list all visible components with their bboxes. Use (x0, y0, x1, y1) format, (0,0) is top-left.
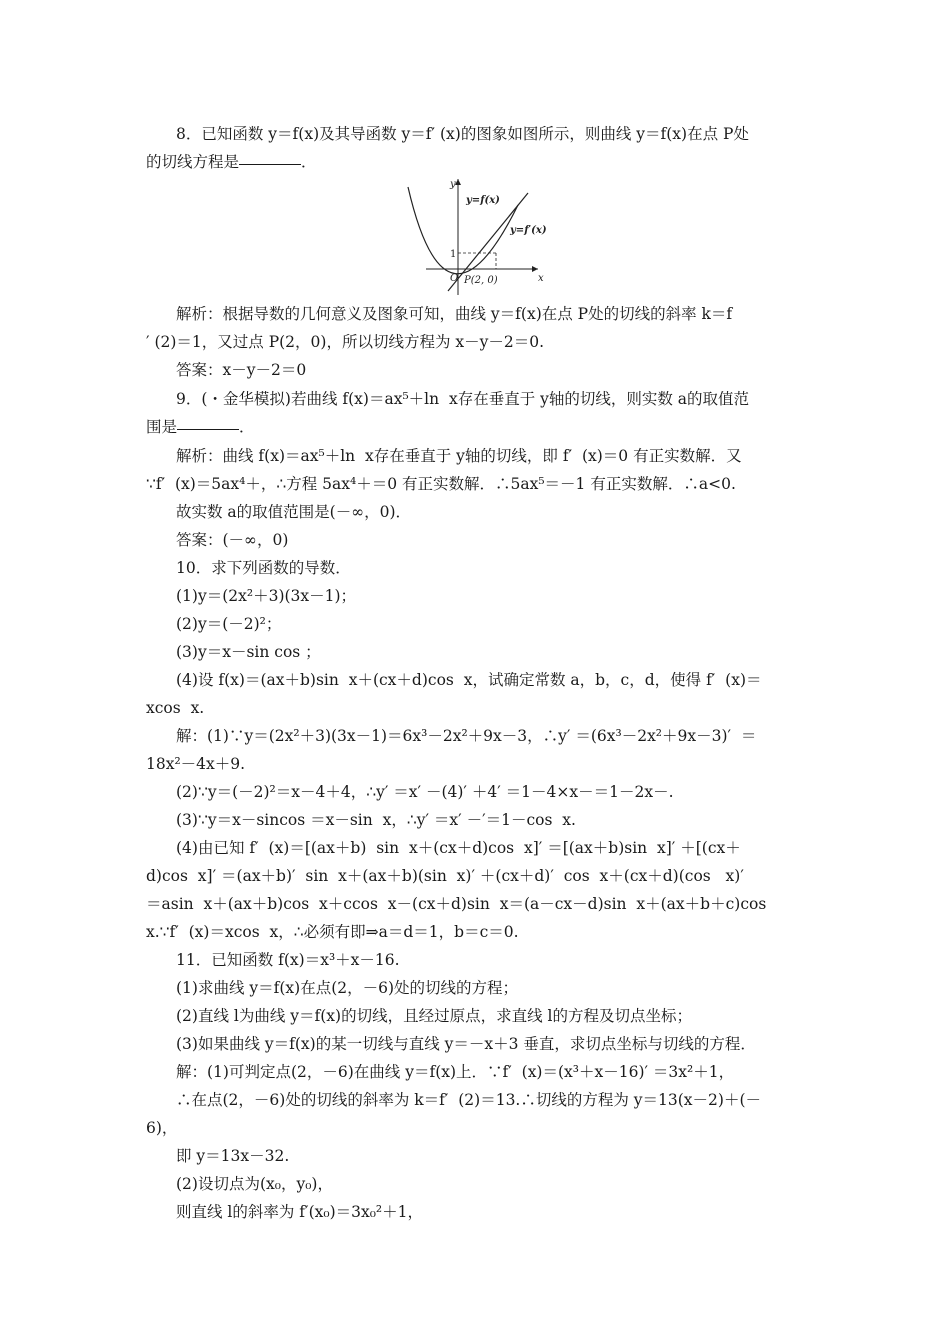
problem-8-line-2 (146, 152, 317, 172)
problem-9-line-2-end: ． (239, 418, 255, 436)
function-graph (398, 173, 548, 301)
problem-10-solution-4c: ＝asin x＋(ax＋b)cos x＋ccos x－(cx＋d)sin x＝(a－cx－d)sin x＋(ax＋b＋c)cos (146, 895, 767, 913)
problem-11-solution-1d: 即 y＝13x－32. (176, 1147, 290, 1165)
problem-10-solution-3: (3)∵y＝x－sincos ＝x－sin x，∴y′ ＝x′ －′＝1－cos x. (176, 811, 576, 829)
origin-label: O (450, 273, 459, 284)
problem-9-answer: 答案：(－∞，0) (176, 531, 289, 549)
problem-11-q2: (2)直线 l为曲线 y＝f(x)的切线，且经过原点，求直线 l的方程及切点坐标； (176, 1007, 692, 1025)
problem-11-solution-1b: ∴在点(2，－6)处的切线的斜率为 k＝f′ (2)＝13.∴切线的方程为 y＝13(x－2)＋(－ (176, 1091, 762, 1109)
problem-9-line-2 (146, 417, 255, 437)
problem-9-analysis-2: ∵f′ (x)＝5ax⁴＋，∴方程 5ax⁴＋＝0 有正实数解．∴5ax⁵＝－1 有正实数解．∴a<0. (146, 475, 736, 493)
problem-11-q1: (1)求曲线 y＝f(x)在点(2，－6)处的切线的方程； (176, 979, 519, 997)
problem-10-solution-4b: d)cos x]′ ＝(ax＋b)′ sin x＋(ax＋b)(sin x)′ ＋(cx＋d)′ cos x＋(cx＋d)(cos x)′ (146, 867, 744, 885)
problem-9-analysis-3: 故实数 a的取值范围是(－∞，0)． (176, 503, 412, 521)
answer-blank (239, 163, 301, 165)
problem-11-solution-2a: (2)设切点为(x₀，y₀)， (176, 1175, 333, 1193)
problem-10-solution-4a: (4)由已知 f′ (x)＝[(ax＋b) sin x＋(cx＋d)cos x]′ ＝[(ax＋b)sin x]′ ＋[(cx＋ (176, 839, 741, 857)
label-f: y=f(x) (466, 195, 500, 206)
problem-10-q2: (2)y＝(－2)²； (176, 615, 282, 633)
problem-8-answer: 答案：x－y－2＝0 (176, 361, 307, 379)
problem-11-solution-2b: 则直线 l的斜率为 f′(x₀)＝3x₀²＋1， (176, 1203, 424, 1221)
problem-10-solution-4d: x.∵f′ (x)＝xcos x，∴必须有即⇒a＝d＝1，b＝c＝0. (146, 923, 519, 941)
answer-blank (177, 428, 239, 430)
problem-8-line-2-end: ． (301, 153, 317, 171)
y-axis-label: y (450, 179, 456, 190)
problem-8-analysis-1: 解析：根据导数的几何意义及图象可知，曲线 y＝f(x)在点 P处的切线的斜率 k＝f (176, 305, 733, 323)
problem-8-line-2-text: 的切线方程是 (146, 153, 240, 171)
point-p-label: P(2, 0) (464, 275, 498, 286)
problem-9-line-2-text: 围是 (146, 418, 178, 436)
label-f-prime: y=f′(x) (510, 225, 547, 236)
problem-10-title: 10．求下列函数的导数． (176, 559, 351, 577)
function-graph-figure (398, 173, 548, 301)
x-axis-arrow (532, 266, 538, 272)
problem-8-line-1: 8．已知函数 y＝f(x)及其导函数 y＝f′ (x)的图象如图所示，则曲线 y＝f(x)在点 P处 (176, 125, 749, 143)
y-axis-arrow (455, 179, 461, 185)
problem-10-q4-line-2: xcos x. (146, 699, 205, 717)
problem-10-solution-1a: 解：(1)∵y＝(2x²＋3)(3x－1)＝6x³－2x²＋9x－3，∴y′ ＝(6x³－2x²＋9x－3)′ ＝ (176, 727, 757, 745)
problem-10-solution-1b: 18x²－4x＋9. (146, 755, 246, 773)
problem-10-q4-line-1: (4)设 f(x)＝(ax＋b)sin x＋(cx＋d)cos x，试确定常数 a，b，c，d，使得 f′ (x)＝ (176, 671, 762, 689)
problem-8-analysis-2: ′ (2)＝1，又过点 P(2，0)，所以切线方程为 x－y－2＝0. (146, 333, 545, 351)
curve-f (408, 187, 518, 274)
problem-11-solution-1c: 6)， (146, 1119, 178, 1137)
tick-1-label: 1 (450, 249, 457, 260)
problem-11-solution-1a: 解：(1)可判定点(2，－6)在曲线 y＝f(x)上．∵f′ (x)＝(x³＋x－16)′ ＝3x²＋1， (176, 1063, 735, 1081)
problem-10-q1: (1)y＝(2x²＋3)(3x－1)； (176, 587, 357, 605)
problem-9-analysis-1: 解析：曲线 f(x)＝ax⁵＋ln x存在垂直于 y轴的切线，即 f′ (x)＝0 有正实数解．又 (176, 447, 742, 465)
problem-10-q3: (3)y＝x－sin cos ； (176, 643, 321, 661)
problem-9-line-1: 9．(・金华模拟)若曲线 f(x)＝ax⁵＋ln x存在垂直于 y轴的切线，则实数 a的取值范 (176, 390, 750, 408)
x-axis-label: x (538, 273, 544, 284)
problem-10-solution-2: (2)∵y＝(－2)²＝x－4＋4，∴y′ ＝x′ －(4)′ ＋4′ ＝1－4×x－＝1－2x－. (176, 783, 674, 801)
problem-11-q3: (3)如果曲线 y＝f(x)的某一切线与直线 y＝－x＋3 垂直，求切点坐标与切线的方程． (176, 1035, 756, 1053)
problem-11-title: 11．已知函数 f(x)＝x³＋x－16. (176, 951, 400, 969)
